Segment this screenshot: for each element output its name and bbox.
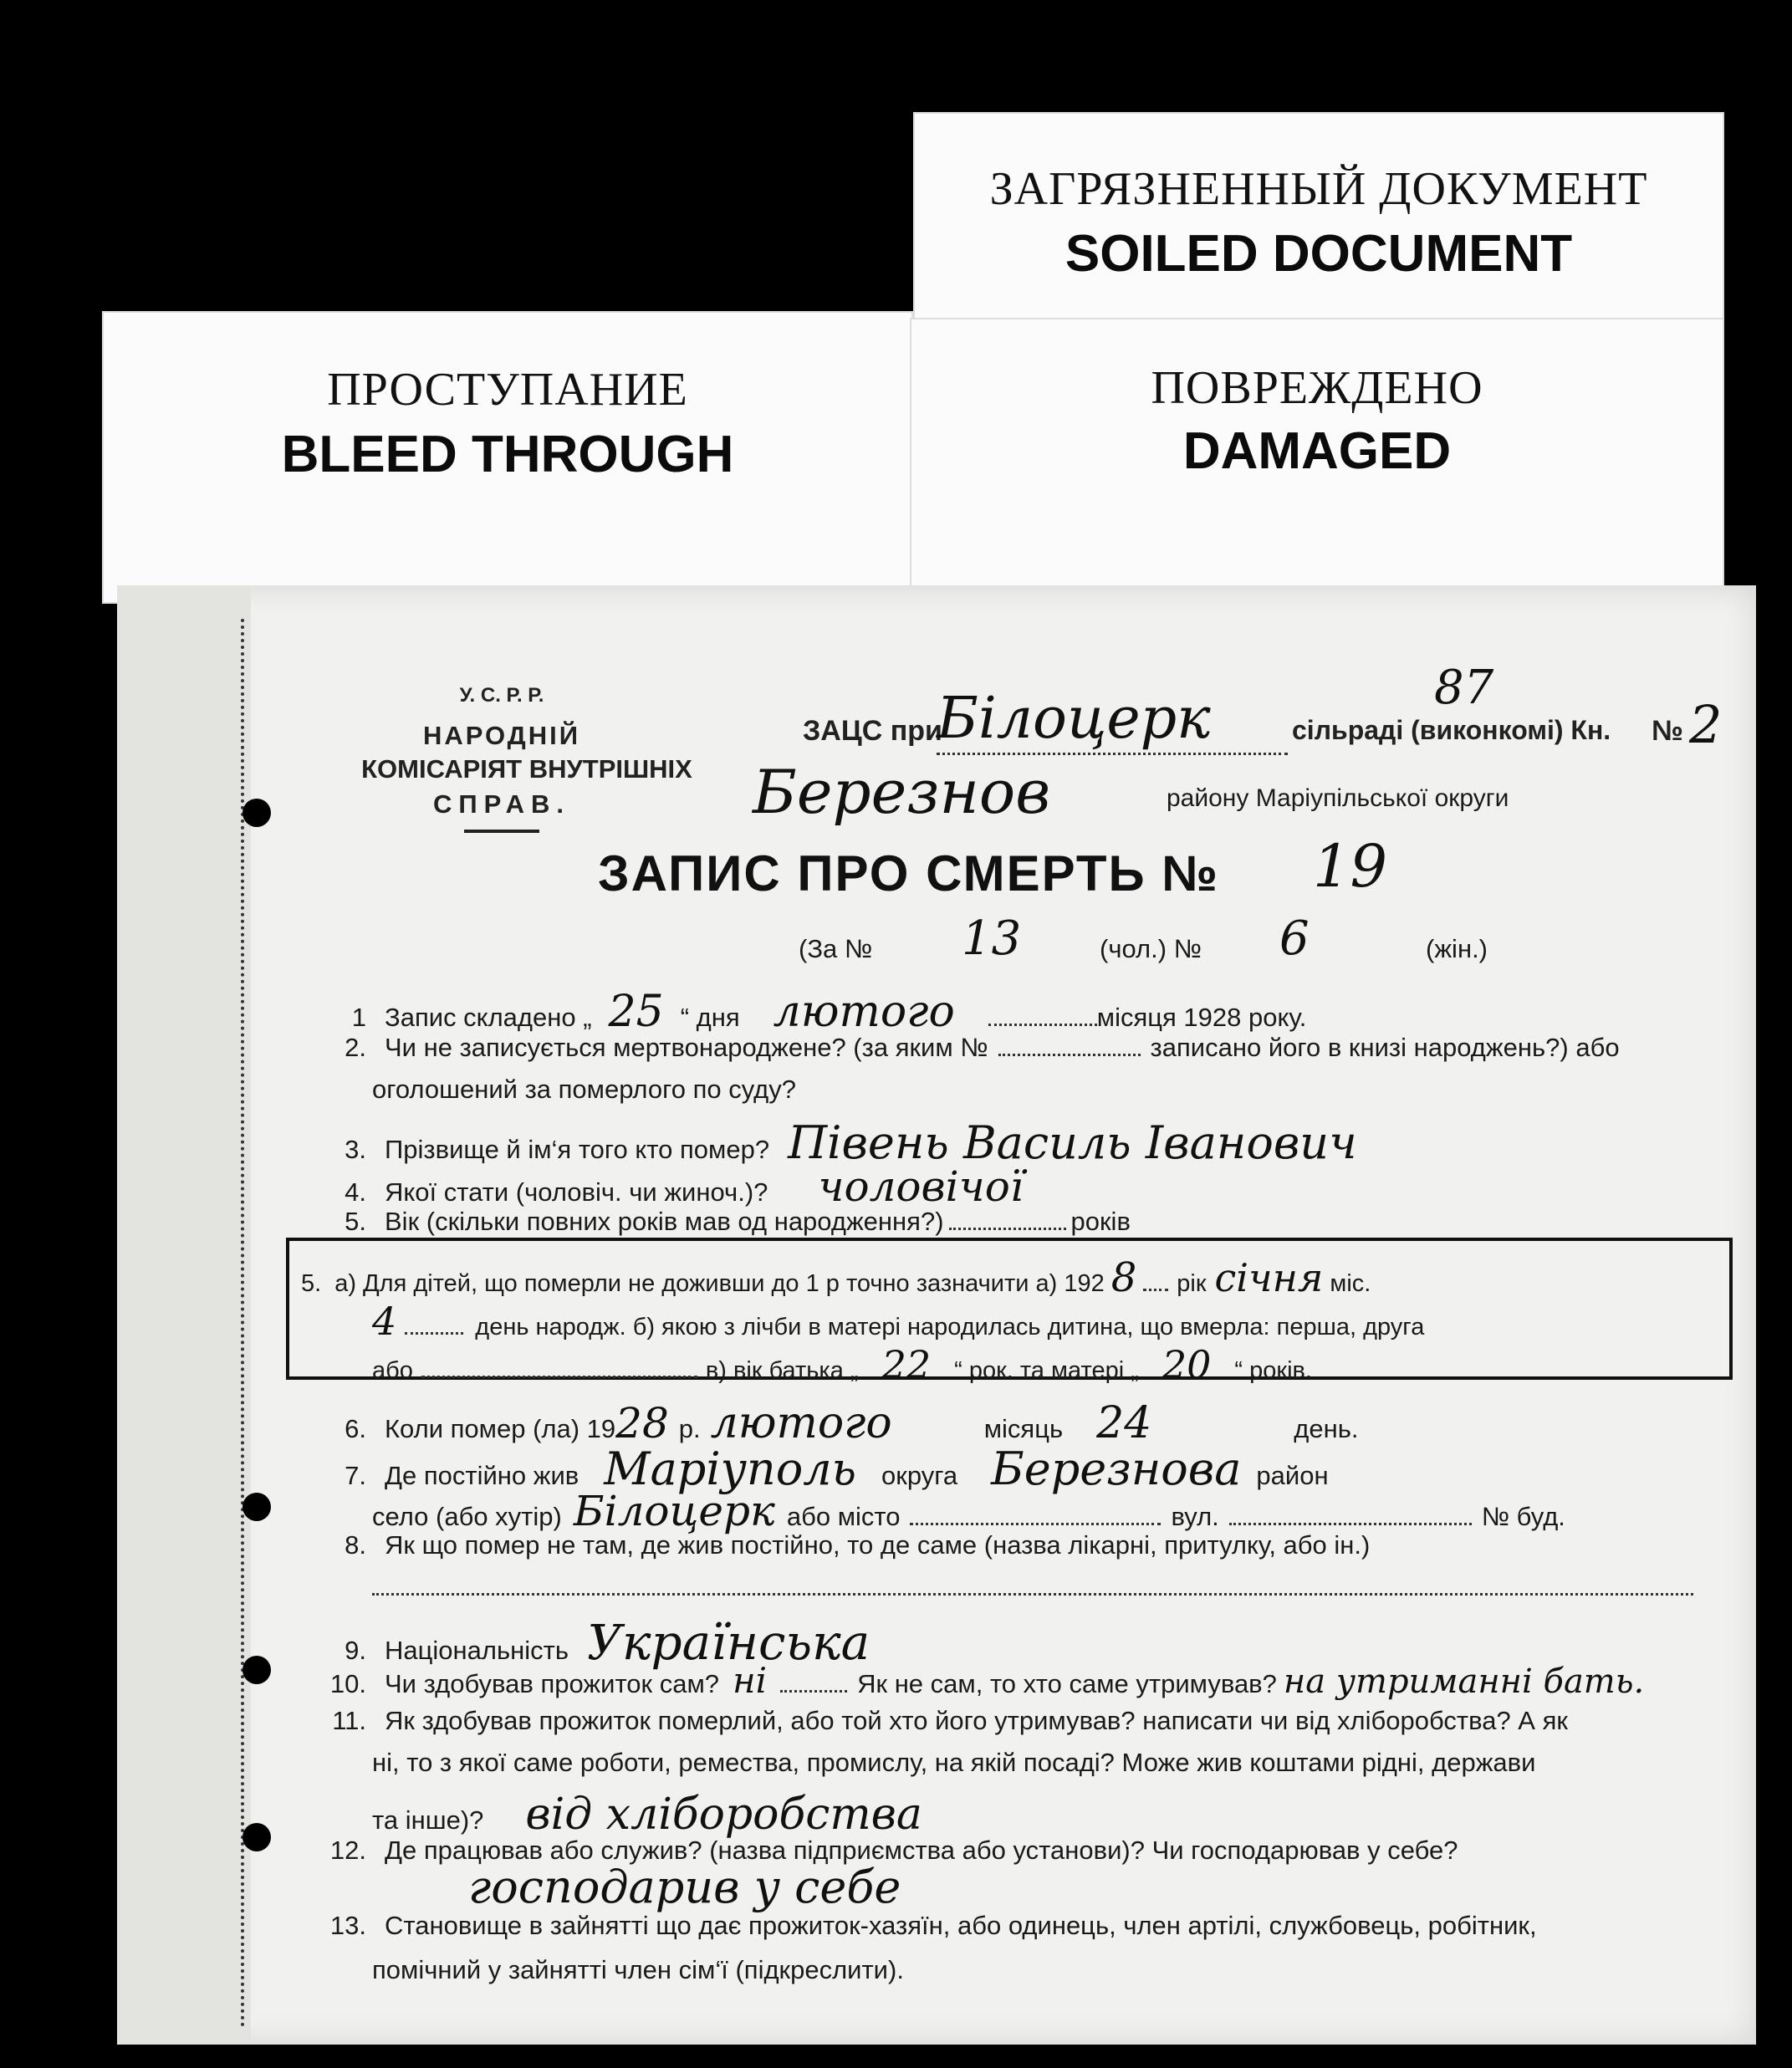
month-handwritten: лютого — [773, 987, 955, 1037]
damaged-en-label: DAMAGED — [1182, 422, 1452, 480]
field-13 — [318, 1911, 1537, 1941]
field-5a — [301, 1254, 1371, 1301]
field-number: 1 — [351, 1003, 366, 1032]
field-label: в) вік батька „ — [705, 1357, 859, 1384]
header-rule — [464, 830, 539, 833]
bleed-through-card — [102, 311, 913, 604]
field-label: Становище в зайнятті що дає прожиток-хазяїн, або одинець, член артілі, службовець, робітник, — [385, 1911, 1537, 1940]
death-month-handwritten: лютого — [710, 1398, 892, 1448]
field-label: вул. — [1171, 1502, 1219, 1531]
field-label: р. — [678, 1414, 701, 1443]
field-11c — [372, 1790, 922, 1840]
sex-handwritten: чоловічої — [818, 1162, 1024, 1211]
zags-village-handwritten: Білоцерк — [937, 686, 1211, 752]
field-number: 7. — [345, 1461, 366, 1490]
self-supported-handwritten: ні — [733, 1660, 768, 1701]
mother-age-handwritten: 20 — [1161, 1342, 1212, 1387]
punch-hole — [243, 1823, 271, 1851]
field-5a-2 — [372, 1299, 1424, 1344]
field-5 — [318, 1207, 1131, 1237]
field-label: місяця 1928 року. — [1096, 1003, 1307, 1032]
field-label: Прізвище й ім‘я того кто помер? — [385, 1135, 770, 1164]
damaged-card — [910, 318, 1724, 602]
book-no-handwritten: 2 — [1689, 694, 1723, 755]
bleed-ru-label: ПРОСТУПАНИЕ — [327, 364, 688, 416]
field-number: 2. — [345, 1033, 366, 1062]
field-8-blank — [372, 1593, 1693, 1596]
field-label: Де працював або служив? (назва підприємства або установи)? Чи господарював у себе? — [385, 1836, 1458, 1865]
field-label: ні, то з якої саме роботи, ремества, промислу, на якій посаді? Може жив коштами рідні, держави — [372, 1748, 1536, 1777]
field-label: Якої стати (чоловіч. чи жиноч.)? — [385, 1177, 768, 1207]
perforation-line — [241, 619, 244, 2028]
soiled-en-label: SOILED DOCUMENT — [1064, 225, 1573, 283]
field-label: Як що помер не там, де жив постійно, то де саме (назва лікарні, притулку, або ін.) — [385, 1530, 1371, 1560]
field-2 — [318, 1033, 1620, 1063]
selradi-label: сільраді (виконкомі) Кн. — [1292, 715, 1611, 745]
supporter-handwritten: на утриманні бать. — [1283, 1662, 1645, 1701]
punch-hole — [243, 1493, 271, 1521]
district-label: району Маріупільської округи — [1167, 784, 1509, 812]
field-label: Як не сам, то хто саме утримував? — [857, 1669, 1277, 1698]
field-label: або місто — [786, 1502, 901, 1531]
book-no-label: № — [1652, 715, 1683, 747]
field-label: село (або хутір) — [372, 1502, 562, 1531]
field-label: років — [1070, 1207, 1131, 1236]
field-11 — [318, 1706, 1568, 1736]
punch-hole — [243, 1656, 271, 1684]
field-label: район — [1256, 1461, 1329, 1490]
field-label: “ дня — [680, 1003, 740, 1032]
field-label: Коли помер (ла) 19 — [385, 1414, 616, 1443]
field-number: 3. — [345, 1135, 366, 1164]
field-6 — [318, 1398, 1359, 1448]
field-1 — [318, 987, 1306, 1037]
za-no-label: (За № — [799, 934, 873, 963]
field-label: Чи здобував прожиток сам? — [385, 1669, 720, 1698]
field-7b — [372, 1487, 1565, 1535]
field-label: рік — [1177, 1270, 1207, 1297]
record-title: ЗАПИС ПРО СМЕРТЬ № — [598, 845, 1220, 901]
field-label: “ рок. та матері „ — [954, 1357, 1139, 1384]
field-number: 11. — [332, 1706, 366, 1735]
birth-day-handwritten: 4 — [372, 1299, 397, 1344]
zags-underline — [937, 753, 1288, 755]
zhin-label: (жін.) — [1426, 934, 1488, 963]
field-label: оголошений за померлого по суду? — [372, 1075, 797, 1104]
father-age-handwritten: 22 — [881, 1342, 932, 1387]
district-handwritten: Березнов — [753, 757, 1051, 827]
commissariat-line-1: НАРОДНІЙ — [422, 721, 581, 750]
bleed-en-label: BLEED THROUGH — [281, 426, 734, 483]
punch-hole — [243, 799, 271, 827]
field-11b — [372, 1748, 1535, 1778]
field-3 — [318, 1116, 1357, 1169]
field-label: та інше)? — [372, 1805, 484, 1835]
field-number: 12. — [329, 1836, 366, 1865]
field-label: записано його в книзі народжень?) або — [1150, 1033, 1620, 1062]
field-label: № буд. — [1481, 1502, 1565, 1531]
za-no-handwritten: 13 — [962, 911, 1022, 966]
field-label: Вік (скільки повних років мав од народження?) — [385, 1207, 944, 1236]
field-number: 8. — [345, 1530, 366, 1560]
field-label: день народж. б) якою з лічби в матері народилась дитина, що вмерла: перша, друга — [475, 1314, 1425, 1340]
field-label: міс. — [1330, 1270, 1371, 1297]
chol-handwritten: 6 — [1279, 911, 1310, 966]
field-number: 9. — [345, 1636, 366, 1665]
chol-label: (чол.) № — [1100, 934, 1202, 963]
field-label: помічний у зайнятті член сім‘ї (підкреслити). — [372, 1955, 904, 1984]
death-year-handwritten: 28 — [615, 1399, 669, 1448]
damaged-ru-label: ПОВРЕЖДЕНО — [1151, 362, 1483, 414]
field-2b — [372, 1075, 796, 1105]
birth-year-handwritten: 8 — [1110, 1254, 1137, 1301]
field-number: 6. — [345, 1414, 366, 1443]
field-label: місяць — [983, 1414, 1064, 1443]
village-handwritten: Білоцерк — [573, 1487, 775, 1535]
record-no-handwritten: 19 — [1313, 832, 1388, 901]
commissariat-line-3: СПРАВ. — [432, 789, 570, 819]
field-5a-3 — [372, 1342, 1312, 1387]
field-4 — [318, 1162, 1024, 1211]
field-label: а) Для дітей, що померли не доживши до 1 р точно зазначити а) 192 — [334, 1270, 1105, 1297]
livelihood-handwritten: від хліборобства — [525, 1790, 922, 1840]
day-handwritten: 25 — [608, 987, 664, 1037]
ussr-label: У. С. Р. Р. — [459, 684, 544, 707]
birth-month-handwritten: січня — [1214, 1255, 1324, 1300]
field-label: Чи не записується мертвонароджене? (за яким № — [385, 1033, 988, 1062]
zags-label: ЗАЦС при — [803, 715, 942, 747]
field-label: або — [372, 1357, 413, 1384]
top-no-handwritten: 87 — [1434, 661, 1494, 715]
nationality-handwritten: Українська — [586, 1614, 870, 1671]
field-8 — [318, 1530, 1370, 1560]
field-13b — [372, 1955, 904, 1985]
field-label: округа — [881, 1461, 958, 1490]
field-number: 13. — [329, 1911, 366, 1940]
residence-district-handwritten: Березнова — [991, 1442, 1242, 1495]
field-number: 5. — [345, 1207, 366, 1236]
field-label: Національність — [385, 1636, 569, 1665]
residence-city-handwritten: Маріуполь — [604, 1442, 857, 1495]
field-number: 5. — [301, 1270, 322, 1297]
field-number: 10. — [329, 1669, 366, 1698]
field-label: Як здобував прожиток померлий, або той хто його утримував? написати чи від хліборобства? А як — [385, 1706, 1568, 1735]
commissariat-line-2: КОМІСАРІЯТ ВНУТРІШНІХ — [361, 754, 692, 784]
field-label: Де постійно жив — [385, 1461, 579, 1490]
soiled-ru-label: ЗАГРЯЗНЕННЫЙ ДОКУМЕНТ — [989, 163, 1648, 215]
field-10 — [318, 1660, 1644, 1701]
field-label: Запис складено „ — [385, 1003, 592, 1032]
field-number: 4. — [345, 1177, 366, 1207]
field-label: день. — [1294, 1414, 1359, 1443]
field-label: “ років. — [1234, 1357, 1312, 1384]
workplace-handwritten: господарив у себе — [468, 1861, 901, 1913]
name-handwritten: Півень Василь Іванович — [788, 1116, 1357, 1169]
death-day-handwritten: 24 — [1096, 1398, 1152, 1448]
binding-strip — [117, 585, 251, 2045]
